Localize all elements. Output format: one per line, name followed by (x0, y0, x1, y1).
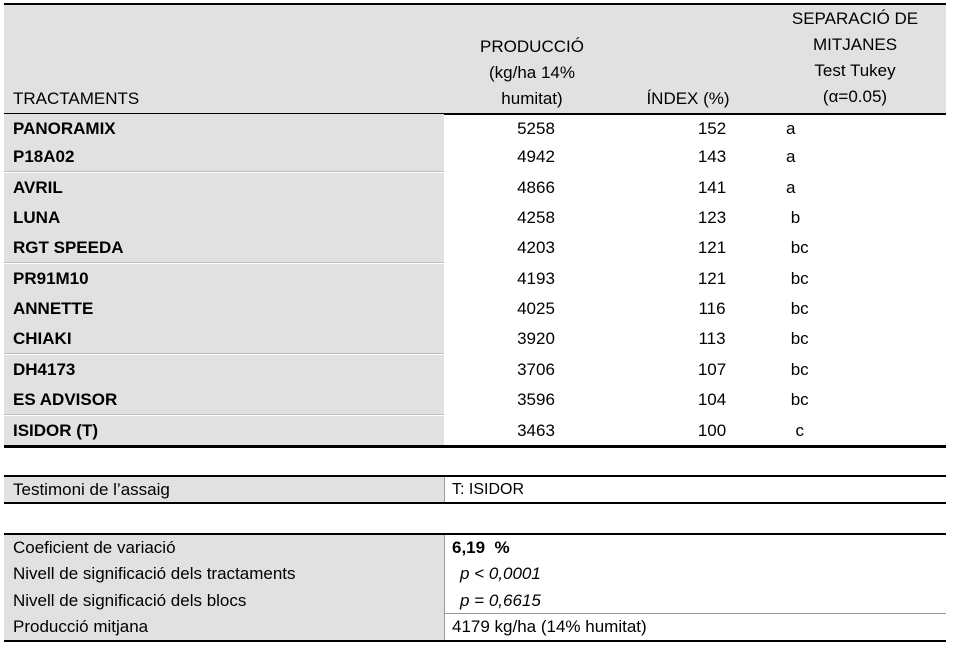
table-row (4, 203, 946, 233)
cv-value: 6,19 % (452, 538, 510, 557)
tukey-group: bc (786, 329, 809, 348)
header-treatments: TRACTAMENTS (13, 89, 140, 108)
treatment-name: ISIDOR (T) (4, 416, 444, 446)
tukey-group: bc (786, 360, 809, 379)
header-production-line: (kg/ha 14% (489, 63, 575, 82)
table-row (4, 142, 946, 172)
production-value: 4942 (517, 147, 555, 166)
production-value: 4193 (517, 269, 555, 288)
treatment-name: AVRIL (4, 173, 444, 203)
index-value: 104 (697, 390, 727, 409)
production-value: 3920 (517, 329, 555, 348)
stats-row-cv (4, 535, 946, 561)
production-value: 5258 (517, 119, 555, 138)
control-row (4, 477, 946, 502)
table-row (4, 114, 946, 144)
header-production (446, 34, 618, 112)
cv-label: Coeficient de variació (13, 538, 176, 557)
index-value: 107 (697, 360, 727, 379)
index-value: 123 (697, 208, 727, 227)
production-value: 4025 (517, 299, 555, 318)
row-separator (4, 353, 444, 354)
row-separator (4, 262, 444, 263)
tukey-group: a (786, 147, 796, 166)
table-row (4, 416, 946, 446)
index-value: 121 (697, 238, 727, 257)
table-row (4, 355, 946, 385)
tukey-group: a (786, 119, 796, 138)
treatment-name: CHIAKI (4, 324, 444, 354)
treatment-significance-value: p < 0,0001 (460, 564, 541, 583)
production-value: 3596 (517, 390, 555, 409)
tukey-group: b (786, 208, 801, 227)
header-separation-line: SEPARACIÓ DE (791, 9, 919, 28)
treatment-name: RGT SPEEDA (4, 233, 444, 263)
index-value: 121 (697, 269, 727, 288)
control-bottom-border (4, 502, 946, 504)
row-separator (4, 414, 444, 415)
mean-production-value: 4179 kg/ha (14% humitat) (452, 617, 647, 636)
column-divider (444, 535, 445, 640)
header-separation (770, 6, 940, 110)
header-separation-line: MITJANES (812, 35, 898, 54)
column-divider (444, 477, 445, 502)
tukey-group: bc (786, 390, 809, 409)
control-value: T: ISIDOR (452, 481, 525, 498)
table-row (4, 264, 946, 294)
table-row (4, 173, 946, 203)
index-value: 152 (697, 119, 727, 138)
production-value: 3706 (517, 360, 555, 379)
treatment-significance-label: Nivell de significació dels tractaments (13, 564, 296, 583)
treatment-name: PANORAMIX (4, 114, 444, 144)
table-row (4, 233, 946, 263)
index-value: 141 (697, 178, 727, 197)
production-value: 4203 (517, 238, 555, 257)
treatment-name: DH4173 (4, 355, 444, 385)
stats-row-block-significance (4, 587, 946, 614)
block-significance-value: p = 0,6615 (460, 591, 541, 610)
production-value: 4258 (517, 208, 555, 227)
header-separation-line: Test Tukey (814, 61, 896, 80)
block-significance-label: Nivell de significació dels blocs (13, 591, 247, 610)
tukey-group: c (786, 421, 804, 440)
index-value: 113 (698, 329, 726, 348)
mean-row-separator (444, 613, 946, 614)
index-value: 100 (697, 421, 727, 440)
table-row (4, 385, 946, 415)
header-production-line: humitat) (501, 89, 563, 108)
treatment-name: ES ADVISOR (4, 385, 444, 415)
production-value: 3463 (517, 421, 555, 440)
index-value: 116 (698, 299, 726, 318)
header-production-line: PRODUCCIÓ (480, 37, 584, 56)
tukey-group: bc (786, 299, 809, 318)
treatment-name: ANNETTE (4, 294, 444, 324)
mean-production-label: Producció mitjana (13, 617, 149, 636)
treatment-name: P18A02 (4, 142, 444, 172)
table-bottom-border (4, 445, 946, 448)
table-row (4, 294, 946, 324)
header-separation-line: (α=0.05) (822, 87, 888, 106)
treatment-name: LUNA (4, 203, 444, 233)
stats-row-treatment-significance (4, 561, 946, 587)
tukey-group: bc (786, 269, 809, 288)
stats-bottom-border (4, 640, 946, 642)
tukey-group: a (786, 178, 796, 197)
table-row (4, 324, 946, 354)
control-label: Testimoni de l’assaig (4, 477, 444, 502)
index-value: 143 (697, 147, 727, 166)
tukey-group: bc (786, 238, 809, 257)
header-index: ÍNDEX (%) (646, 89, 730, 108)
stats-row-mean-production (4, 614, 946, 640)
row-separator (4, 171, 444, 172)
production-value: 4866 (517, 178, 555, 197)
treatment-name: PR91M10 (4, 264, 444, 294)
